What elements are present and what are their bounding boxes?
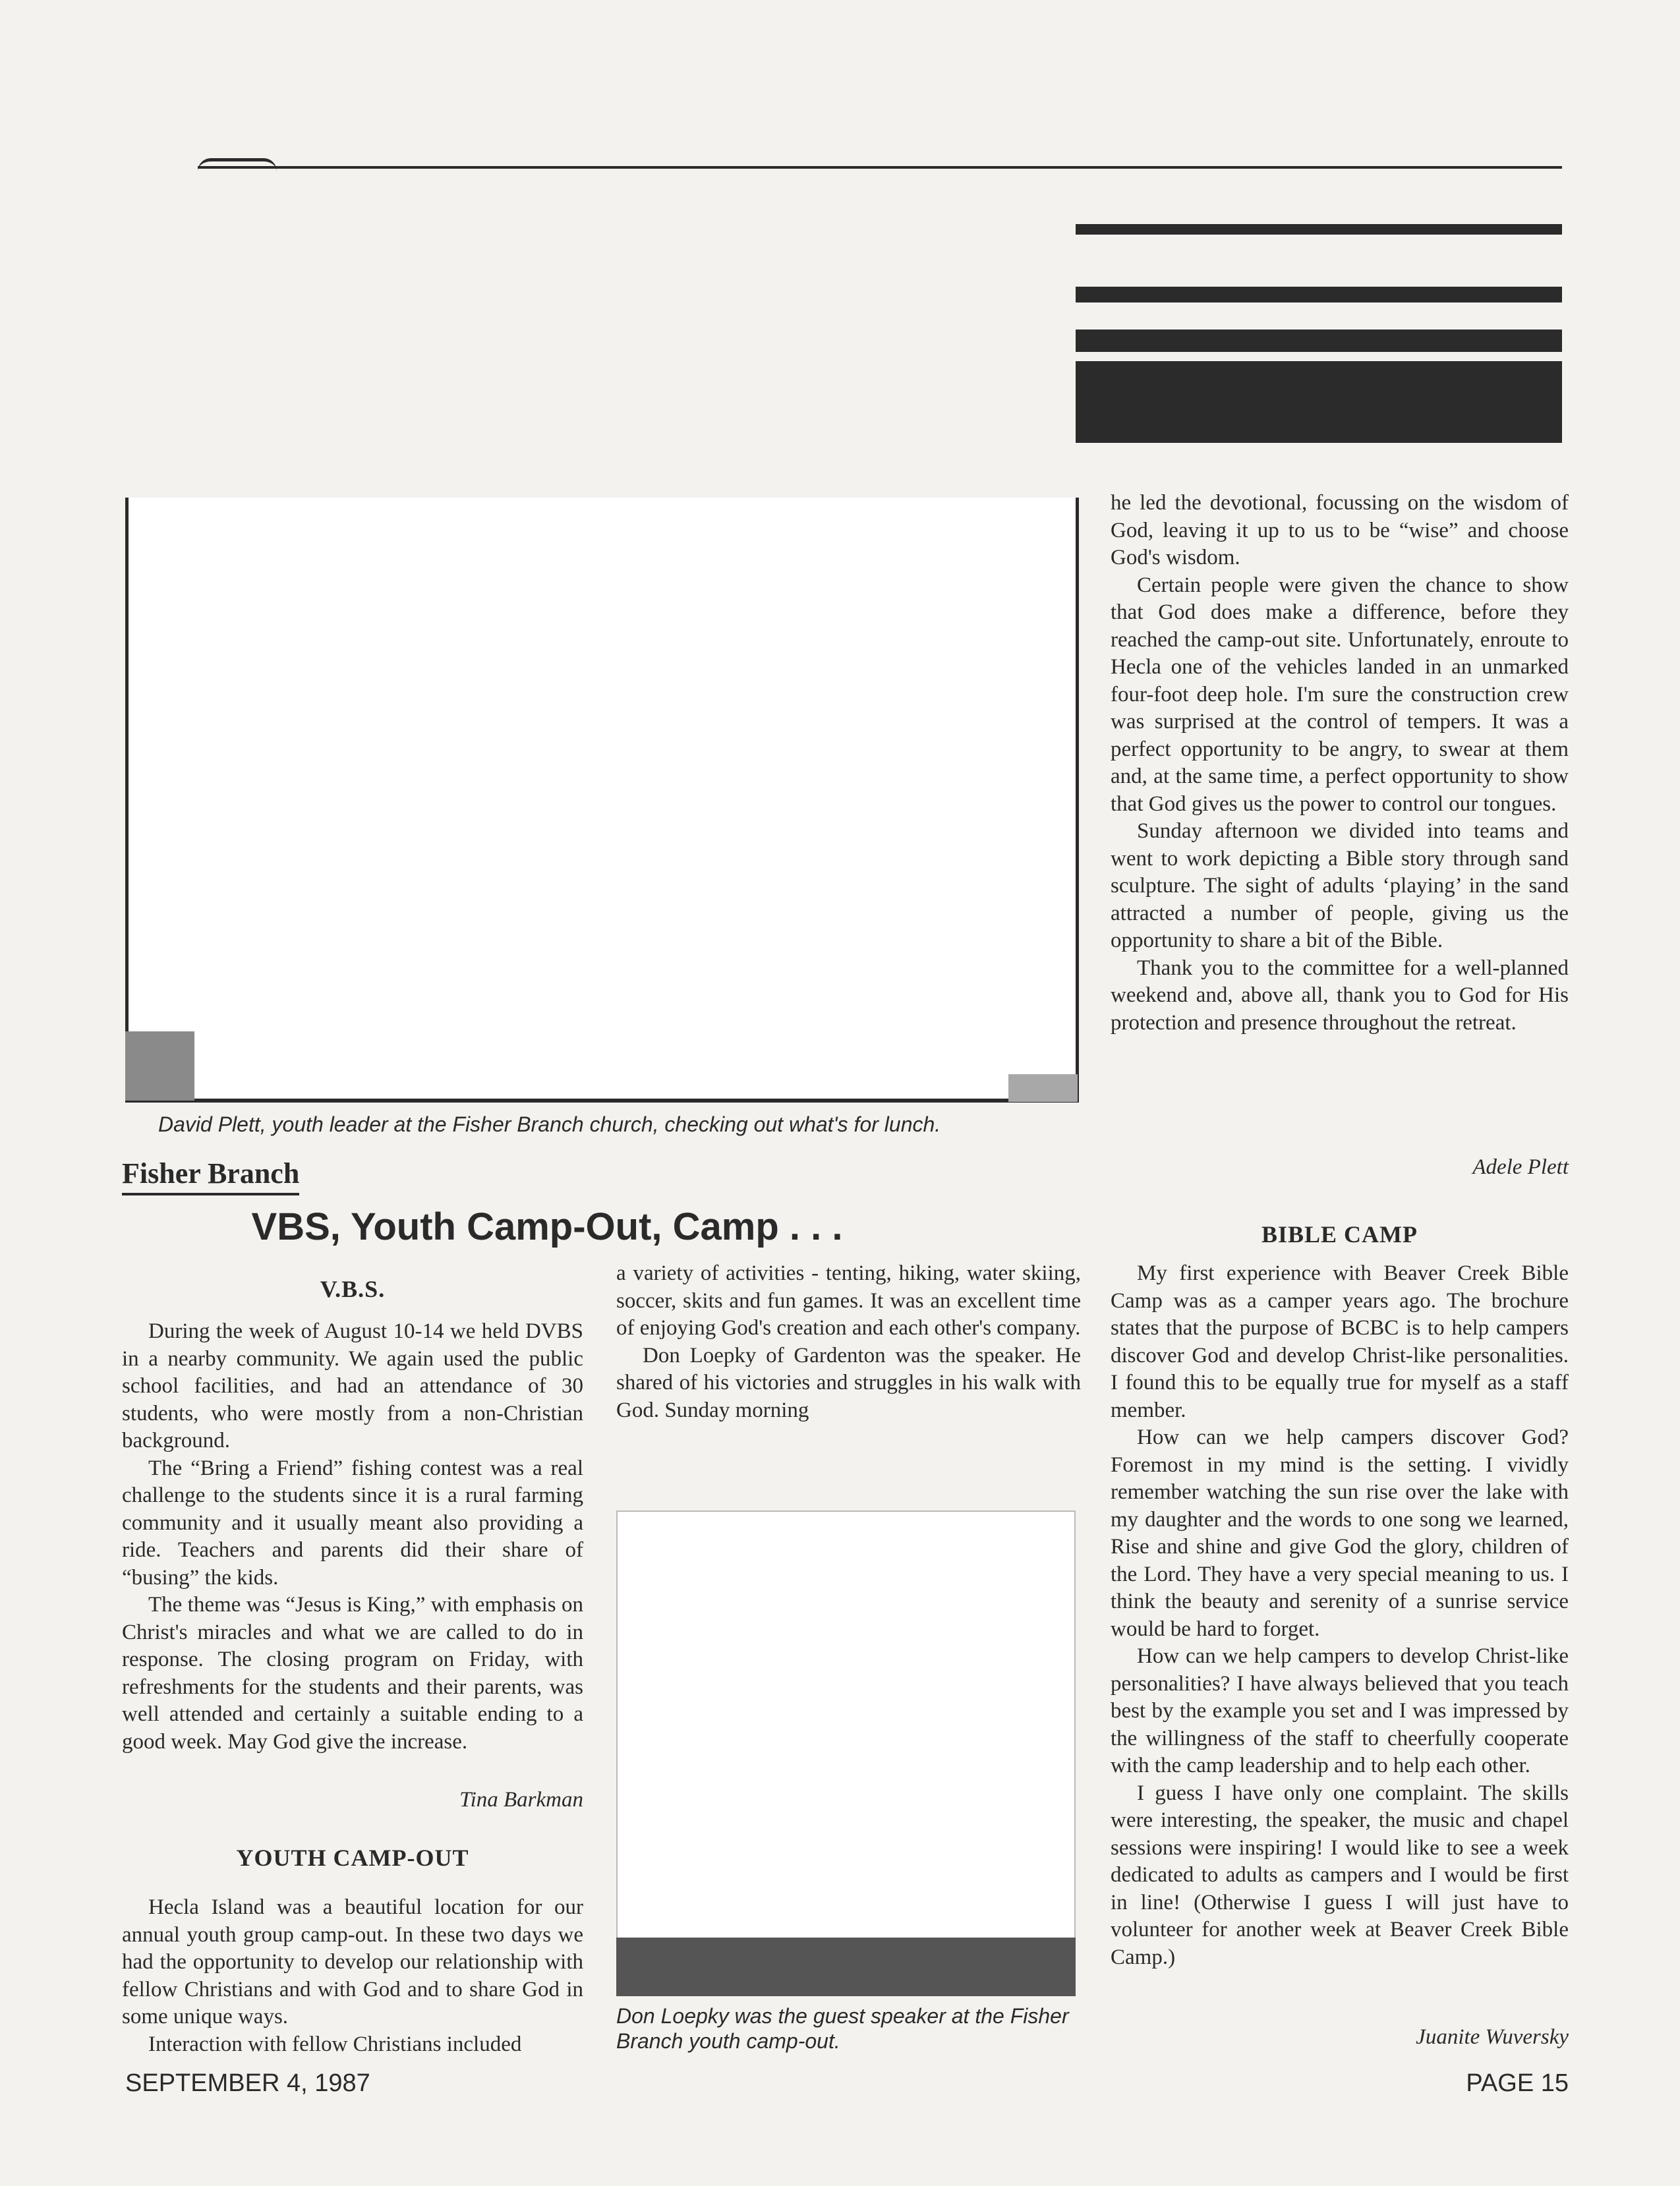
photo-caption: Don Loepky was the guest speaker at the Fisher Branch youth camp-out. — [616, 2004, 1069, 2053]
paragraph: a variety of activities - tenting, hiking, water skiing, soccer, skits and fun games. It was an excellent time of enjoying God's creation and each other's company. — [616, 1261, 1081, 1340]
article-headline: VBS, Youth Camp-Out, Camp . . . — [251, 1205, 843, 1248]
section-heading-youth: YOUTH CAMP-OUT — [236, 1845, 469, 1871]
footer-page-number: PAGE 15 — [1466, 2069, 1569, 2097]
header-stripe-3 — [1076, 330, 1562, 352]
bible-camp-body — [1111, 1260, 1569, 1971]
paragraph: I guess I have only one complaint. The skills were interesting, the speaker, the music and chapel sessions were inspiring! I would like to see a week dedicated to adults as campers and I would be first in line! (Otherwise I guess I will just have to volunteer for another week at Beaver Creek Bible Camp.) — [1111, 1781, 1569, 1969]
header-rule — [198, 166, 1562, 169]
church-label: Fisher Branch — [122, 1157, 299, 1195]
paragraph: Don Loepky of Gardenton was the speaker. He shared of his victories and struggles in his walk with God. Sunday morning — [616, 1343, 1081, 1422]
section-heading-bible-camp: BIBLE CAMP — [1261, 1221, 1418, 1248]
photo-don-loepky — [616, 1510, 1076, 1996]
youth-body-col2 — [616, 1260, 1081, 1424]
youth-body-col3 — [1111, 490, 1569, 1037]
photo-david-plett — [125, 498, 1079, 1103]
paragraph: Thank you to the committee for a well-planned weekend and, above all, thank you to God for His protection and presence throughout the retreat. — [1111, 956, 1569, 1035]
paragraph: he led the devotional, focussing on the wisdom of God, leaving it up to us to be “wise” and choose God's wisdom. — [1111, 491, 1569, 569]
paragraph: Certain people were given the chance to show that God does make a difference, before they reached the camp-out site. Unfortunately, enroute to Hecla one of the vehicles landed in an unmarked four-foot deep hole. I'm sure the construction crew was surprised at the control of tempers. It was a perfect opportunity to be angry, to swear at them and, at the same time, a perfect opportunity to show that God gives us the power to control our tongues. — [1111, 573, 1569, 816]
paragraph: Interaction with fellow Christians included — [148, 2032, 522, 2056]
paragraph: My first experience with Beaver Creek Bible Camp was as a camper years ago. The brochure states that the purpose of BCBC is to help campers discover God and develop Christ-like personalities. I found this to be equally true for myself as a staff member. — [1111, 1261, 1569, 1422]
header-stripe-1 — [1076, 224, 1562, 235]
photo-caption: David Plett, youth leader at the Fisher Branch church, checking out what's for lunch. — [158, 1112, 941, 1136]
photo-bottom-detail — [616, 1938, 1076, 1996]
author-signature: Adele Plett — [1472, 1155, 1569, 1179]
footer-date: SEPTEMBER 4, 1987 — [125, 2069, 370, 2097]
paragraph: The “Bring a Friend” fishing contest was a real challenge to the students since it is a rural farming community and it usually meant also providing a ride. Teachers and parents did their share of “busing” the kids. — [122, 1456, 583, 1590]
paragraph: The theme was “Jesus is King,” with emphasis on Christ's miracles and what we are called to do in response. The closing program on Friday, with refreshments for the students and their parents, was well attended and certainly a suitable ending to a good week. May God give the increase. — [122, 1593, 583, 1754]
paragraph: How can we help campers to develop Christ-like personalities? I have always believed that you teach best by the example you set and I was impressed by the willingness of the staff to cheerfully cooperate with the camp leadership and to help each other. — [1111, 1644, 1569, 1777]
header-curve-ornament — [198, 158, 277, 171]
photo-corner-detail — [125, 1031, 194, 1101]
paragraph: During the week of August 10-14 we held DVBS in a nearby community. We again used the public school facilities, and had an attendance of 30 students, who were mostly from a non-Christian background. — [122, 1319, 583, 1453]
header-stripe-4 — [1076, 361, 1562, 443]
paragraph: How can we help campers discover God? Foremost in my mind is the setting. I vividly remember watching the sun rise over the lake with my daughter and the words to one song we learned, Rise and shine and give God the glory, children of the Lord. They have a very special meaning to us. I think the beauty and serenity of a sunrise service would be hard to forget. — [1111, 1425, 1569, 1641]
youth-body-col1 — [122, 1894, 583, 2058]
photo-corner-detail — [1008, 1074, 1078, 1102]
author-signature: Juanite Wuversky — [1416, 2025, 1569, 2049]
author-signature: Tina Barkman — [459, 1788, 583, 1812]
section-heading-vbs: V.B.S. — [320, 1276, 386, 1302]
paragraph: Sunday afternoon we divided into teams and went to work depicting a Bible story through sand sculpture. The sight of adults ‘playing’ in the sand attracted a number of people, giving us the opportunity to share a bit of the Bible. — [1111, 819, 1569, 952]
paragraph: Hecla Island was a beautiful location for our annual youth group camp-out. In these two days we had the opportunity to develop our relationship with fellow Christians and with God and to share God in some unique ways. — [122, 1895, 583, 2028]
header-stripe-2 — [1076, 287, 1562, 302]
vbs-body — [122, 1318, 583, 1756]
